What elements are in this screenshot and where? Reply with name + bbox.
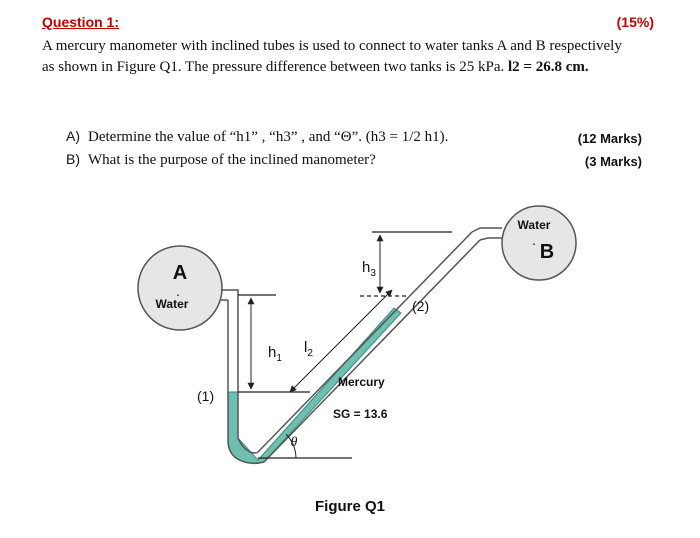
angle-label: θ — [290, 435, 298, 450]
l2-label — [304, 339, 313, 359]
question-text-line1: A mercury manometer with inclined tubes is used to connect to water tanks A and B respectively — [42, 38, 622, 54]
h1-label-main: h — [268, 344, 277, 361]
part-a-label: A) — [66, 128, 80, 144]
figure-caption: Figure Q1 — [314, 498, 385, 515]
tube-b-connector-bottom — [480, 238, 503, 240]
h1-label — [268, 344, 282, 364]
tube-a-connector-top — [221, 290, 238, 300]
question-text-line2-bold: l2 = 26.8 cm. — [508, 59, 589, 75]
tube-b-connector-top — [472, 228, 502, 232]
sg-label: SG = 13.6 — [333, 407, 388, 421]
point2-label: (2) — [412, 298, 430, 314]
l2-label-sub: 2 — [307, 348, 313, 359]
part-a-text: Determine the value of “h1” , “h3” , and “Θ”. (h3 = 1/2 h1). — [88, 129, 449, 145]
tank-a-fluid: Water — [155, 297, 189, 311]
part-b-text: What is the purpose of the inclined manometer? — [88, 152, 376, 168]
h3-label-sub: 3 — [370, 268, 376, 279]
l2-label-main: l — [304, 339, 308, 356]
part-a-marks: (12 Marks) — [577, 131, 642, 146]
tank-b-fluid: Water — [517, 218, 551, 232]
part-b-marks: (3 Marks) — [584, 154, 642, 169]
tank-b-letter: B — [539, 241, 555, 263]
question-title: Question 1: — [42, 14, 120, 30]
part-b-label: B) — [66, 151, 80, 167]
question-text-line2-normal: as shown in Figure Q1. The pressure difference between two tanks is 25 kPa. — [42, 59, 509, 75]
tank-a-letter: A — [172, 262, 188, 284]
point1-label: (1) — [197, 388, 215, 404]
question-marks: (15%) — [616, 14, 654, 30]
tank-b-dot: . — [532, 232, 536, 248]
h1-label-sub: 1 — [276, 353, 282, 364]
h3-label — [362, 259, 376, 279]
fluid-label: Mercury — [338, 375, 385, 389]
h3-label-main: h — [362, 259, 371, 276]
tank-a — [138, 246, 222, 330]
tank-a-dot: . — [176, 283, 180, 299]
